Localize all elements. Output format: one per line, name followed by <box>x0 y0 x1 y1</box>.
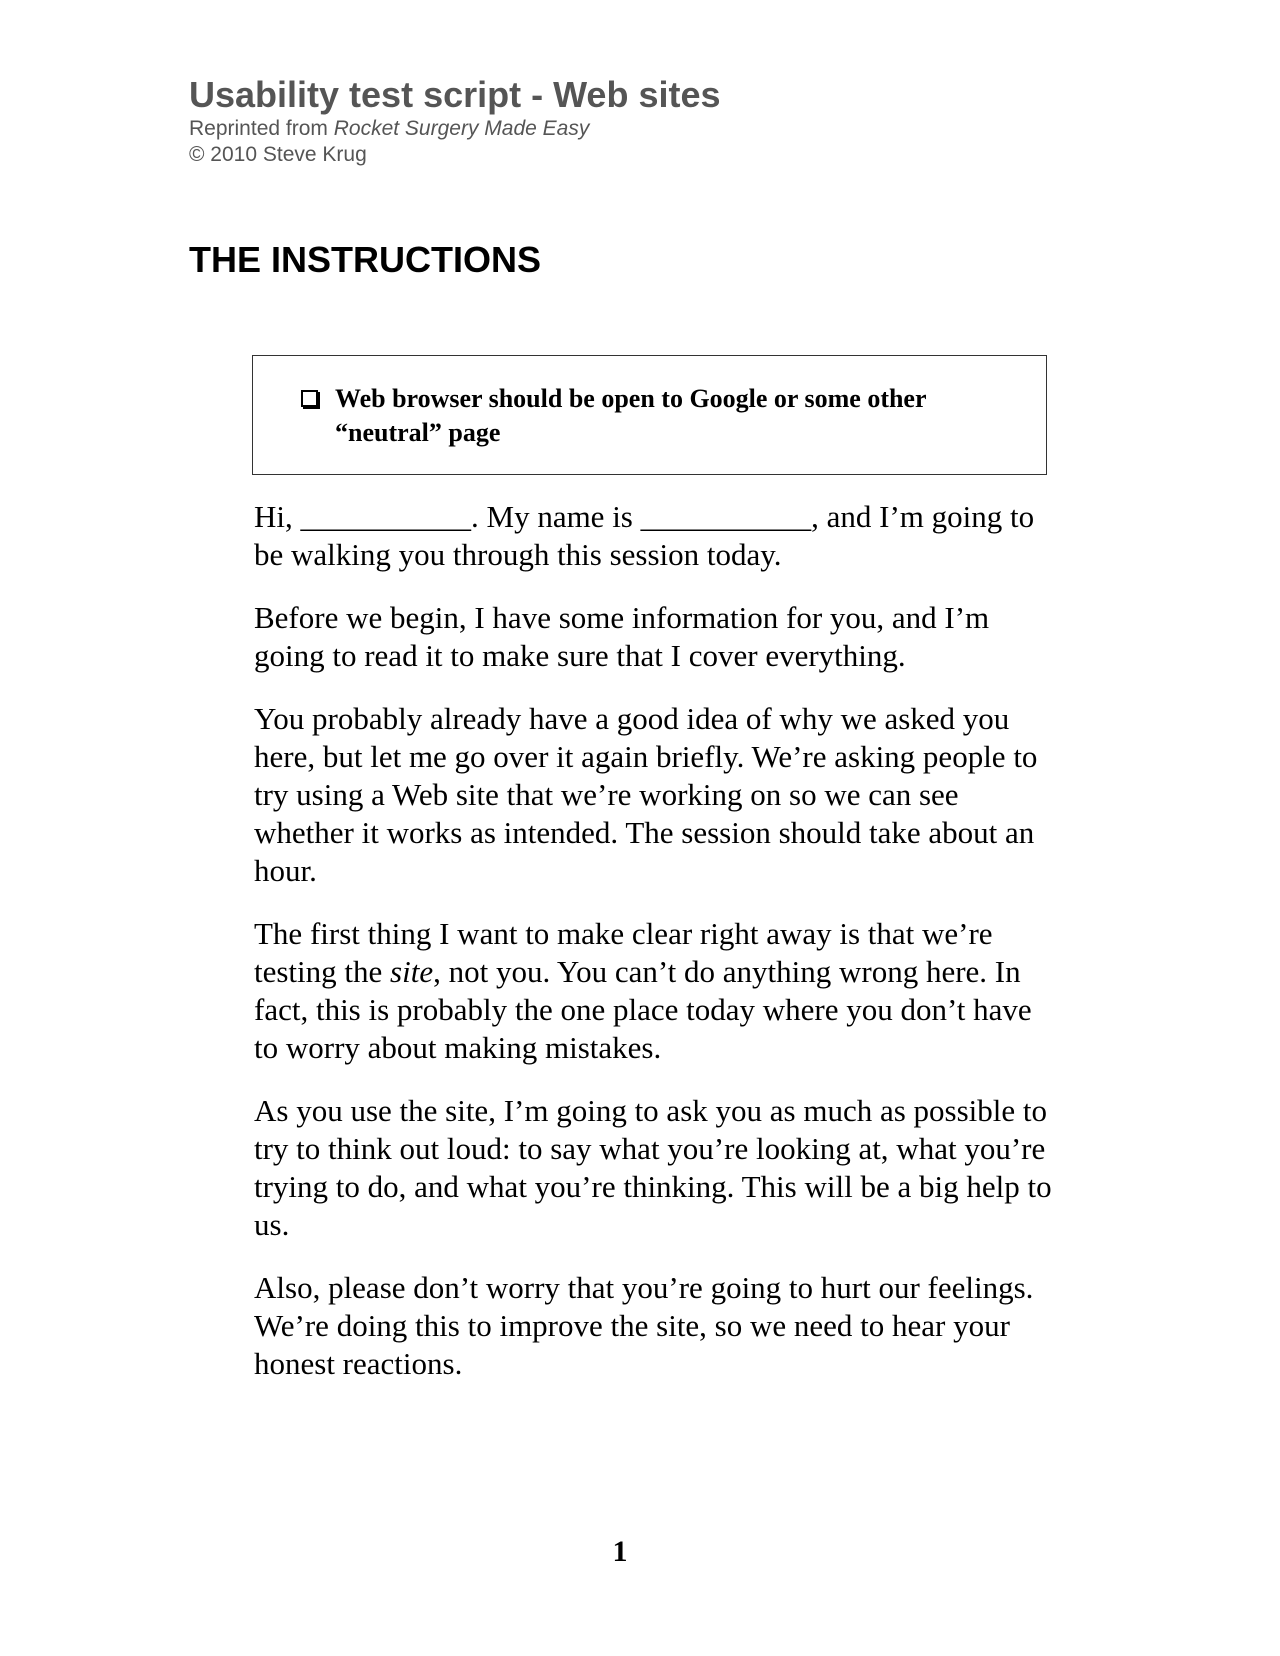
reprint-prefix: Reprinted from <box>189 117 334 140</box>
checklist-box <box>252 355 1047 475</box>
script-body <box>254 498 1054 1408</box>
page-number: 1 <box>612 1535 628 1568</box>
paragraph-honest-feedback: Also, please don’t worry that you’re going to hurt our feelings. We’re doing this to improve the site, so we need to hear your honest reactions. <box>254 1270 1034 1381</box>
paragraph-think-aloud: As you use the site, I’m going to ask you as much as possible to try to think out loud: to say what you’re looking at, what you’re trying to do, and what you’re thinking. This will be a big help to us. <box>254 1093 1052 1242</box>
emphasis-site: site <box>390 954 434 989</box>
checklist-item <box>301 382 1021 450</box>
document-header <box>189 74 721 168</box>
paragraph-testing-site-end: , not you. You can’t do anything wrong here. In fact, this is probably the one place today where you don’t have to worry about making mistakes. <box>254 954 1032 1065</box>
paragraph-testing-site-start: The first thing I want to make clear right away is that we’re testing the <box>254 916 993 989</box>
copyright-notice: © 2010 Steve Krug <box>189 143 367 166</box>
checkbox-icon <box>301 390 318 407</box>
section-heading: THE INSTRUCTIONS <box>189 239 542 280</box>
checklist-item-label: Web browser should be open to Google or some other “neutral” page <box>335 384 927 447</box>
reprint-credit <box>189 116 721 142</box>
paragraph-purpose: You probably already have a good idea of why we asked you here, but let me go over it again briefly. We’re asking people to try using a Web site that we’re working on so we can see whether it works as intended. The session should take about an hour. <box>254 701 1038 888</box>
paragraph-greeting: Hi, ___________. My name is ___________, and I’m going to be walking you through this session today. <box>254 499 1035 572</box>
paragraph-intro: Before we begin, I have some information for you, and I’m going to read it to make sure that I cover everything. <box>254 600 990 673</box>
paragraph-testing-site <box>254 915 1054 1067</box>
document-title: Usability test script - Web sites <box>189 74 721 115</box>
book-title: Rocket Surgery Made Easy <box>333 117 590 140</box>
